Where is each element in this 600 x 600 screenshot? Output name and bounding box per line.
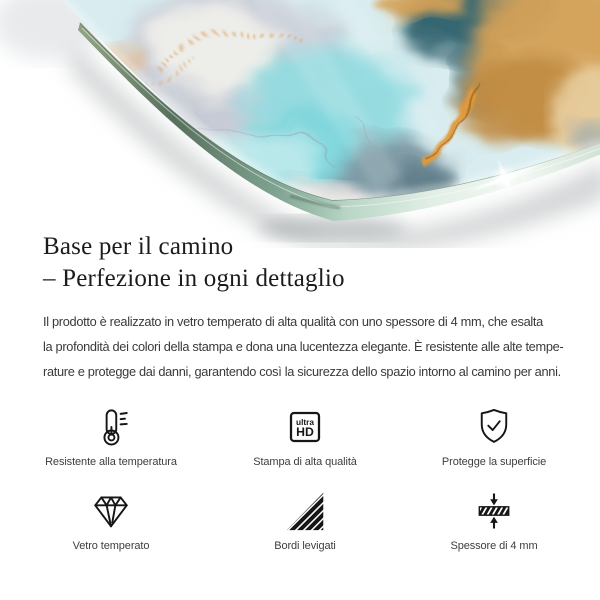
feature-thickness (388, 490, 600, 553)
product-image (0, 0, 600, 248)
feature-label: Resistente alla temperatura (45, 456, 177, 468)
feature-grid (0, 406, 600, 553)
product-description (43, 309, 563, 384)
feature-label: Spessore di 4 mm (450, 540, 538, 552)
feature-temperature (0, 406, 222, 469)
feature-label: Vetro temperato (72, 540, 150, 552)
feature-tempered-glass (0, 490, 222, 553)
thickness-4mm-icon (473, 490, 515, 532)
diamond-icon (90, 490, 132, 532)
svg-text:ultra: ultra (296, 416, 314, 427)
description-line: la profondità dei colori della stampa e dona una lucentezza elegante. È resistente alle alte tempe- (43, 339, 564, 354)
feature-label: Stampa di alta qualità (253, 456, 357, 468)
glass-panel-photo (0, 0, 600, 248)
ultra-hd-icon (284, 406, 326, 448)
thermometer-icon (90, 406, 132, 448)
page-title-line2: – Perfezione in ogni dettaglio (43, 265, 345, 292)
page-title-line1: Base per il camino (43, 233, 234, 260)
feature-polished-edges (222, 490, 388, 553)
description-line: Il prodotto è realizzato in vetro temperato di alta qualità con uno spessore di 4 mm, che esalta (43, 314, 543, 329)
feature-print-quality (222, 406, 388, 469)
description-line: rature e protegge dai danni, garantendo così la sicurezza dello spazio intorno al camino per anni. (43, 364, 561, 379)
shield-check-icon (473, 406, 515, 448)
feature-label: Protegge la superficie (441, 456, 547, 468)
svg-text:HD: HD (296, 425, 314, 440)
feature-label: Bordi levigati (274, 540, 336, 552)
feature-surface-protection (388, 406, 600, 469)
page-title (43, 231, 563, 295)
polished-edges-icon (284, 490, 326, 532)
